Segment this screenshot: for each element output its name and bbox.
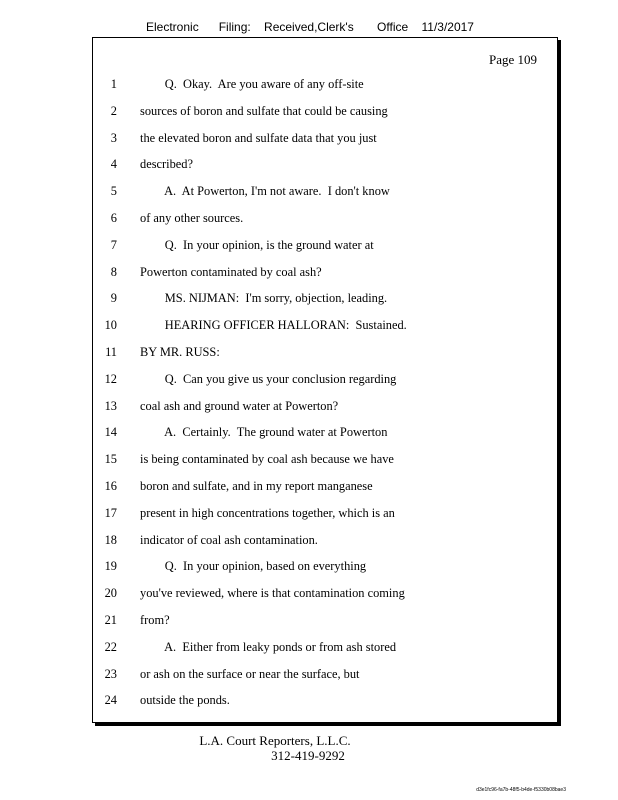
document-id: d3e1fc96-fa7b-48f5-b4de-f5330b08bae3 [476, 787, 566, 793]
line-text: MS. NIJMAN: I'm sorry, objection, leading. [140, 291, 388, 306]
line-text: outside the ponds. [140, 693, 230, 708]
line-number: 23 [104, 666, 117, 681]
line-number: 10 [104, 318, 117, 333]
line-number: 19 [104, 559, 117, 574]
line-text: BY MR. RUSS: [140, 344, 220, 359]
transcript-line [93, 452, 557, 479]
line-number: 2 [110, 103, 117, 118]
line-text: is being contaminated by coal ash because we have [140, 452, 394, 467]
line-number: 24 [104, 693, 117, 708]
court-reporter-name: L.A. Court Reporters, L.L.C. [199, 733, 351, 748]
transcript-line [93, 613, 557, 640]
transcript-line [93, 318, 557, 345]
transcript-line [93, 533, 557, 560]
transcript-line [93, 693, 557, 720]
line-number: 12 [104, 371, 117, 386]
transcript-line [93, 586, 557, 613]
line-text: Powerton contaminated by coal ash? [140, 264, 322, 279]
line-text: present in high concentrations together, which is an [140, 505, 395, 520]
line-number: 21 [104, 612, 117, 627]
line-number: 6 [110, 210, 117, 225]
transcript-line [93, 265, 557, 292]
line-text: HEARING OFFICER HALLORAN: Sustained. [140, 318, 407, 333]
line-number: 4 [110, 157, 117, 172]
transcript-line [93, 157, 557, 184]
transcript-line [93, 399, 557, 426]
line-text: the elevated boron and sulfate data that you just [140, 130, 377, 145]
line-number: 16 [104, 478, 117, 493]
line-text: Q. Okay. Are you aware of any off-site [140, 77, 364, 91]
line-number: 7 [110, 237, 117, 252]
transcript-line [93, 345, 557, 372]
line-number: 5 [110, 184, 117, 199]
transcript-line [93, 667, 557, 694]
electronic-filing-header: Electronic Filing: Received,Clerk's Office 11/3/2017 [146, 20, 474, 34]
line-text: Q. In your opinion, based on everything [140, 559, 367, 574]
line-number: 14 [104, 425, 117, 440]
transcript-line [93, 184, 557, 211]
line-number: 3 [110, 130, 117, 145]
transcript-line [93, 372, 557, 399]
line-text: Q. Can you give us your conclusion regarding [140, 371, 397, 386]
transcript-line [93, 425, 557, 452]
transcript-line [93, 559, 557, 586]
line-number: 22 [104, 639, 117, 654]
transcript-line [93, 291, 557, 318]
transcript-line [93, 77, 557, 104]
line-number: 8 [110, 264, 117, 279]
line-number: 15 [104, 452, 117, 467]
line-text: or ash on the surface or near the surface, but [140, 666, 360, 681]
line-text: you've reviewed, where is that contamination coming [140, 586, 405, 601]
transcript-line [93, 131, 557, 158]
transcript-lines [93, 77, 557, 720]
line-text: from? [140, 612, 170, 627]
transcript-page [92, 37, 558, 723]
transcript-line [93, 104, 557, 131]
line-text: A. At Powerton, I'm not aware. I don't know [140, 184, 390, 199]
line-text: A. Certainly. The ground water at Powerton [140, 425, 388, 440]
line-number: 17 [104, 505, 117, 520]
line-number: 20 [104, 586, 117, 601]
court-reporter-phone: 312-419-9292 [271, 748, 345, 763]
line-text: boron and sulfate, and in my report manganese [140, 478, 373, 493]
line-number: 13 [104, 398, 117, 413]
line-number: 18 [104, 532, 117, 547]
transcript-line [93, 640, 557, 667]
transcript-line [93, 238, 557, 265]
transcript-line [93, 506, 557, 533]
line-text: Q. In your opinion, is the ground water at [140, 237, 374, 252]
line-text: sources of boron and sulfate that could be causing [140, 103, 388, 118]
line-text: coal ash and ground water at Powerton? [140, 398, 339, 413]
line-text: described? [140, 157, 193, 172]
transcript-line [93, 479, 557, 506]
transcript-line [93, 211, 557, 238]
line-number: 1 [110, 77, 117, 91]
line-text: indicator of coal ash contamination. [140, 532, 318, 547]
line-text: of any other sources. [140, 210, 244, 225]
line-number: 9 [110, 291, 117, 306]
line-number: 11 [105, 344, 117, 359]
page-number: Page 109 [488, 52, 537, 67]
line-text: A. Either from leaky ponds or from ash stored [140, 639, 397, 654]
